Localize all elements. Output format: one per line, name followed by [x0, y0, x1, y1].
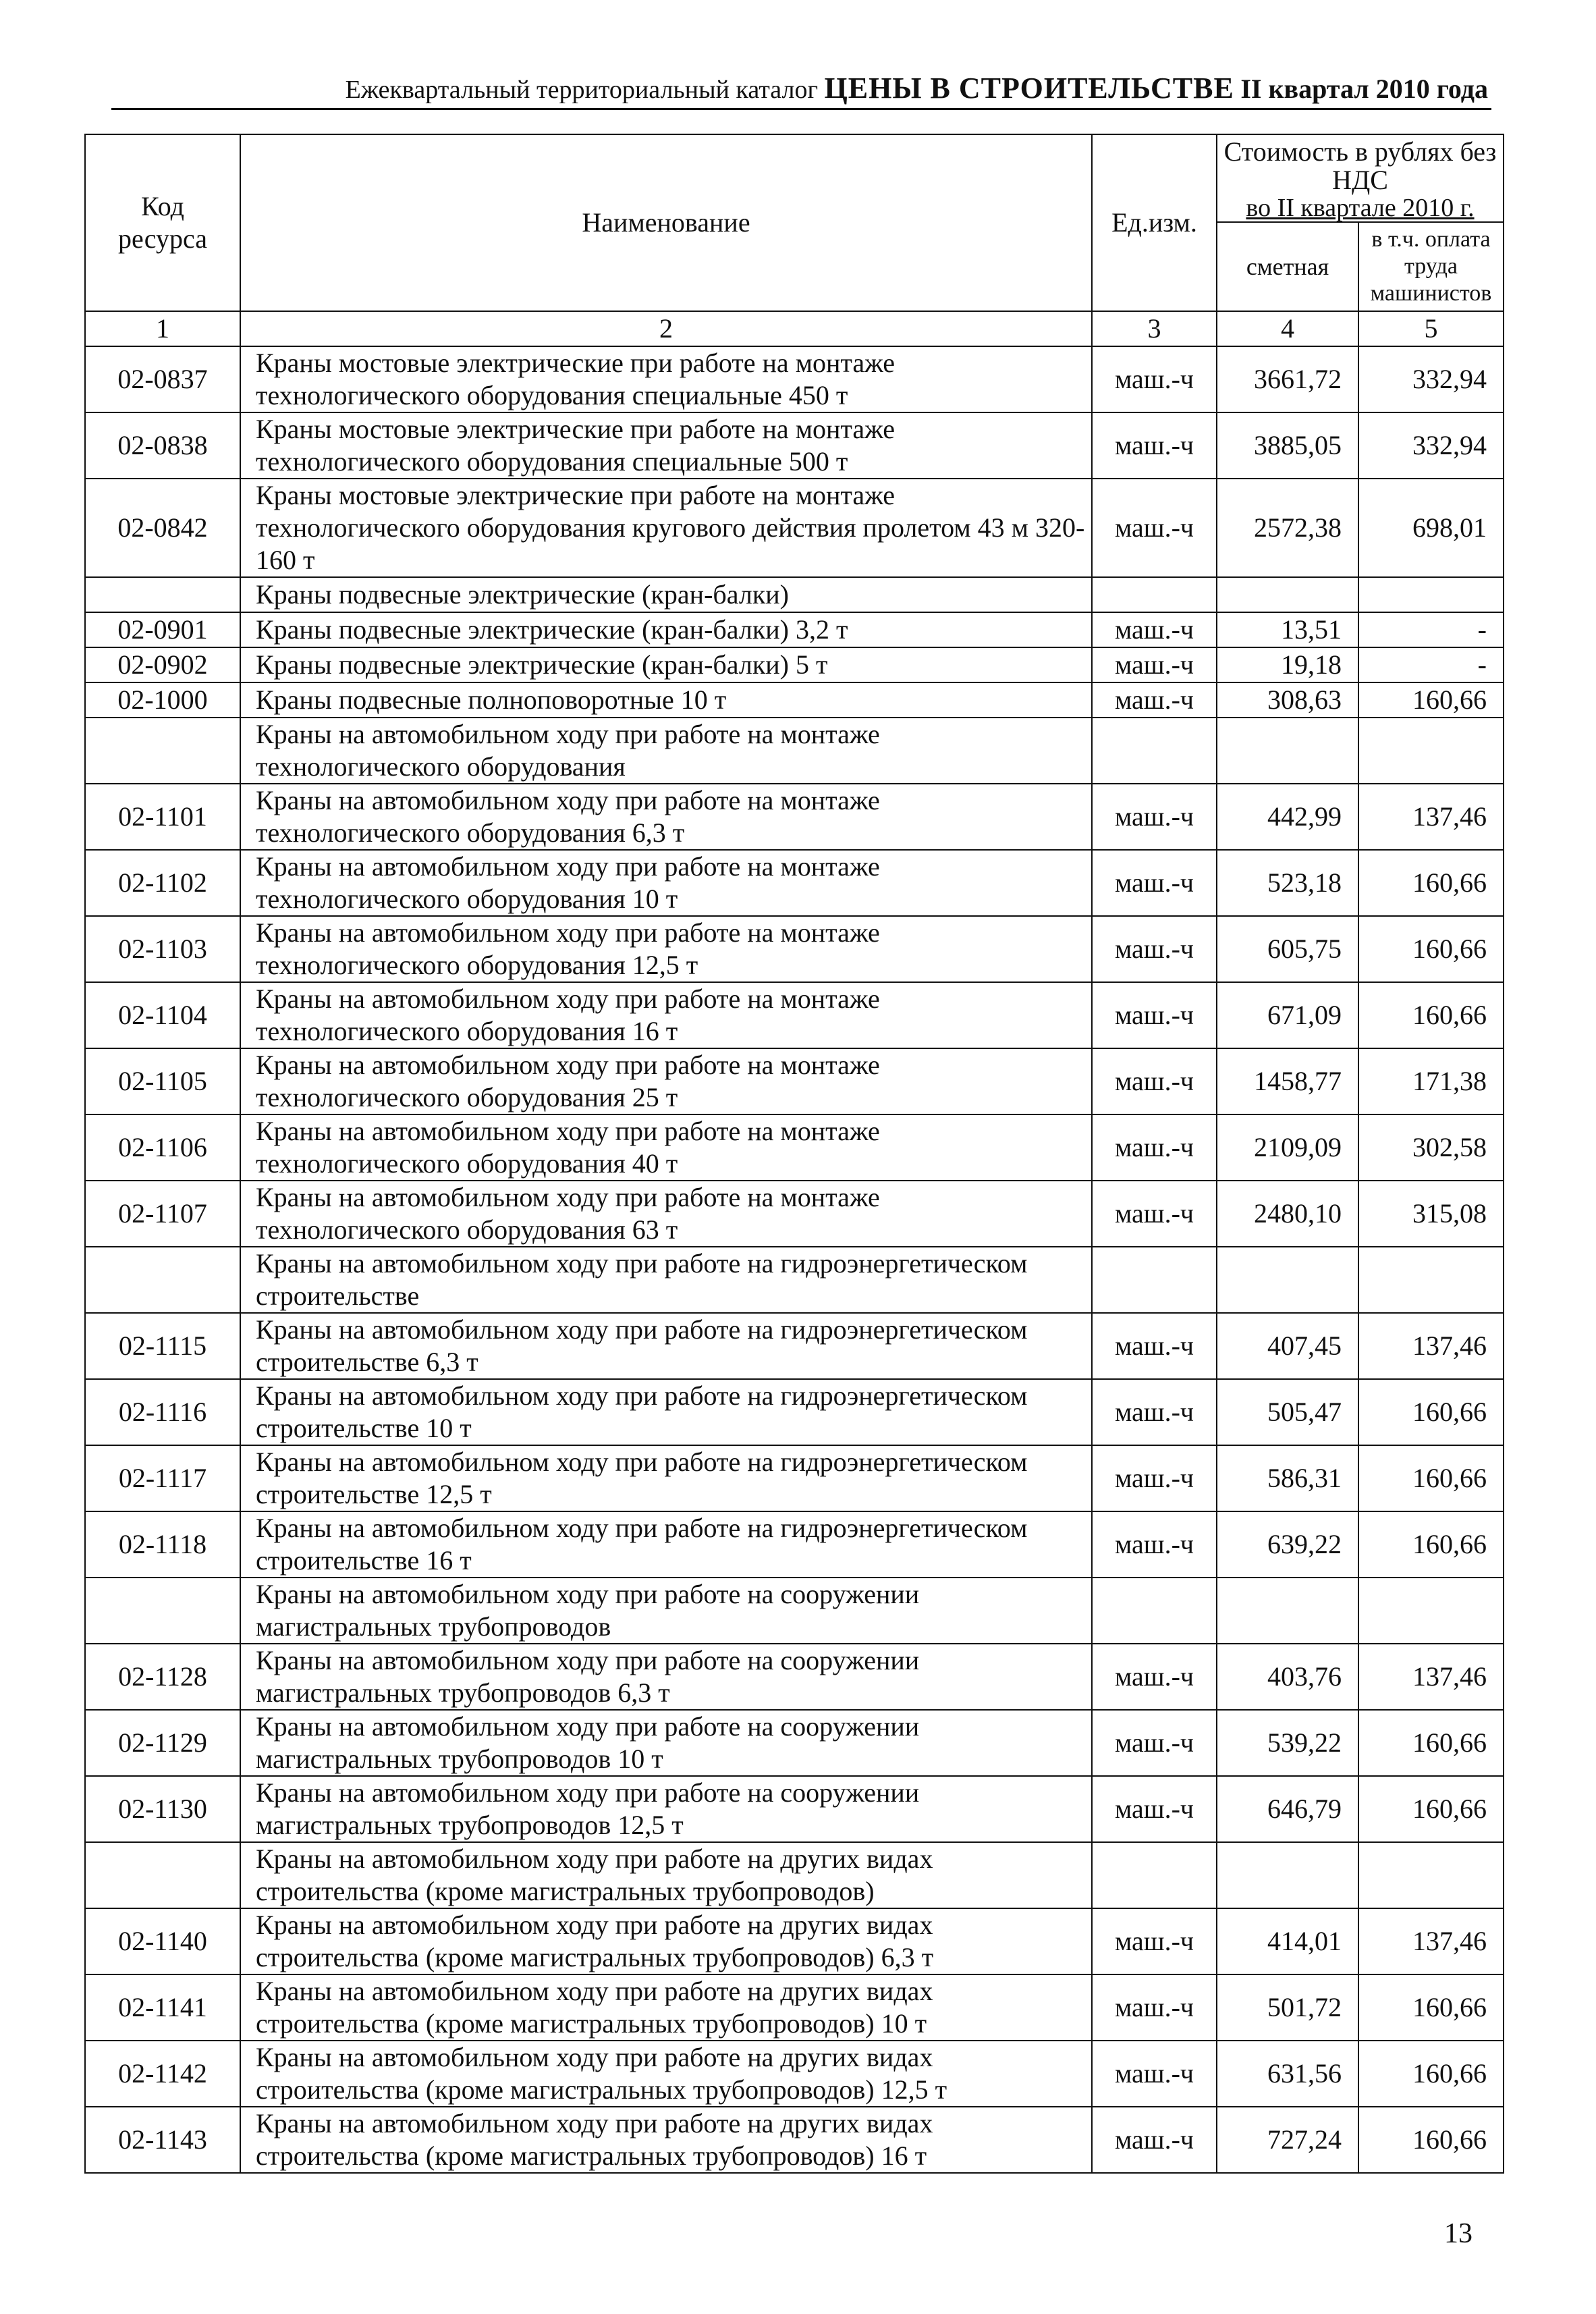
resource-code: 02-1116 [85, 1379, 240, 1445]
column-number: 4 [1217, 311, 1358, 346]
resource-code: 02-1101 [85, 784, 240, 850]
resource-name: Краны на автомобильном ходу при работе на монтаже технологического оборудования [240, 718, 1092, 784]
operator-wage: 137,46 [1358, 1644, 1504, 1710]
operator-wage: 315,08 [1358, 1181, 1504, 1247]
table-row [85, 346, 1504, 412]
resource-name: Краны подвесные полноповоротные 10 т [240, 682, 1092, 718]
resource-code: 02-1117 [85, 1445, 240, 1511]
operator-wage: 137,46 [1358, 1313, 1504, 1379]
unit-of-measure: маш.-ч [1092, 412, 1217, 479]
header-unit: Ед.изм. [1092, 134, 1217, 311]
estimated-cost [1217, 1247, 1358, 1313]
resource-name: Краны на автомобильном ходу при работе на монтаже технологического оборудования 16 т [240, 982, 1092, 1048]
header-code: Код ресурса [85, 134, 240, 311]
table-row [85, 850, 1504, 916]
header-cost-group [1217, 134, 1504, 194]
header-cost-title: Стоимость в рублях без НДС [1223, 136, 1497, 195]
unit-of-measure: маш.-ч [1092, 1048, 1217, 1114]
unit-of-measure: маш.-ч [1092, 1974, 1217, 2041]
table-row [85, 1644, 1504, 1710]
resource-name: Краны на автомобильном ходу при работе на монтаже технологического оборудования 10 т [240, 850, 1092, 916]
unit-of-measure: маш.-ч [1092, 916, 1217, 982]
group-header-row [85, 718, 1504, 784]
resource-code: 02-1106 [85, 1114, 240, 1181]
operator-wage [1358, 1578, 1504, 1644]
resource-name: Краны на автомобильном ходу при работе на других видах строительства (кроме магистральных трубопроводов) 6,3 т [240, 1908, 1092, 1974]
estimated-cost: 2572,38 [1217, 479, 1358, 577]
group-header-row [85, 1247, 1504, 1313]
table-row [85, 1776, 1504, 1842]
table-row [85, 916, 1504, 982]
table-row [85, 412, 1504, 479]
unit-of-measure: маш.-ч [1092, 1379, 1217, 1445]
resource-code: 02-1115 [85, 1313, 240, 1379]
resource-code: 02-0901 [85, 612, 240, 647]
resource-code: 02-1142 [85, 2041, 240, 2107]
resource-name: Краны подвесные электрические (кран-балки) 3,2 т [240, 612, 1092, 647]
estimated-cost: 442,99 [1217, 784, 1358, 850]
operator-wage: 160,66 [1358, 2107, 1504, 2173]
estimated-cost [1217, 1578, 1358, 1644]
operator-wage: 137,46 [1358, 1908, 1504, 1974]
table-row [85, 1114, 1504, 1181]
operator-wage: 332,94 [1358, 346, 1504, 412]
table-row [85, 612, 1504, 647]
resource-name: Краны на автомобильном ходу при работе на монтаже технологического оборудования 25 т [240, 1048, 1092, 1114]
resource-code: 02-1103 [85, 916, 240, 982]
table-row [85, 2107, 1504, 2173]
table-row [85, 982, 1504, 1048]
estimated-cost: 631,56 [1217, 2041, 1358, 2107]
estimated-cost: 505,47 [1217, 1379, 1358, 1445]
catalog-period: II квартал 2010 года [1240, 74, 1488, 104]
operator-wage: 302,58 [1358, 1114, 1504, 1181]
resource-name: Краны на автомобильном ходу при работе на гидроэнергетическом строительстве 12,5 т [240, 1445, 1092, 1511]
resource-code: 02-1104 [85, 982, 240, 1048]
resource-code: 02-1107 [85, 1181, 240, 1247]
estimated-cost: 407,45 [1217, 1313, 1358, 1379]
running-header [0, 71, 1488, 105]
unit-of-measure: маш.-ч [1092, 1181, 1217, 1247]
resource-name: Краны на автомобильном ходу при работе на других видах строительства (кроме магистральных трубопроводов) 12,5 т [240, 2041, 1092, 2107]
unit-of-measure: маш.-ч [1092, 1511, 1217, 1578]
unit-of-measure: маш.-ч [1092, 2041, 1217, 2107]
resource-name: Краны на автомобильном ходу при работе на монтаже технологического оборудования 63 т [240, 1181, 1092, 1247]
header-wage: в т.ч. оплата труда машинистов [1358, 222, 1504, 311]
resource-name: Краны на автомобильном ходу при работе на гидроэнергетическом строительстве 10 т [240, 1379, 1092, 1445]
column-number: 1 [85, 311, 240, 346]
estimated-cost: 19,18 [1217, 647, 1358, 682]
resource-code: 02-0902 [85, 647, 240, 682]
table-row [85, 1908, 1504, 1974]
table-row [85, 1511, 1504, 1578]
operator-wage: 171,38 [1358, 1048, 1504, 1114]
resource-name: Краны на автомобильном ходу при работе на сооружении магистральных трубопроводов 12,5 т [240, 1776, 1092, 1842]
resource-code: 02-1141 [85, 1974, 240, 2041]
operator-wage: 160,66 [1358, 1445, 1504, 1511]
resource-code: 02-1128 [85, 1644, 240, 1710]
unit-of-measure: маш.-ч [1092, 982, 1217, 1048]
unit-of-measure: маш.-ч [1092, 850, 1217, 916]
table-row [85, 647, 1504, 682]
unit-of-measure [1092, 1842, 1217, 1908]
table-row [85, 1048, 1504, 1114]
resource-name: Краны подвесные электрические (кран-балки) 5 т [240, 647, 1092, 682]
unit-of-measure: маш.-ч [1092, 1776, 1217, 1842]
table-row [85, 682, 1504, 718]
estimated-cost: 3885,05 [1217, 412, 1358, 479]
estimated-cost [1217, 577, 1358, 612]
estimated-cost [1217, 718, 1358, 784]
price-table [84, 134, 1504, 2174]
resource-name: Краны на автомобильном ходу при работе на монтаже технологического оборудования 40 т [240, 1114, 1092, 1181]
column-number: 2 [240, 311, 1092, 346]
operator-wage: 160,66 [1358, 1974, 1504, 2041]
estimated-cost: 13,51 [1217, 612, 1358, 647]
operator-wage: 160,66 [1358, 1710, 1504, 1776]
resource-code: 02-0842 [85, 479, 240, 577]
estimated-cost: 539,22 [1217, 1710, 1358, 1776]
header-name: Наименование [240, 134, 1092, 311]
catalog-name: Ежеквартальный территориальный каталог [345, 76, 819, 104]
resource-code: 02-1000 [85, 682, 240, 718]
resource-name: Краны мостовые электрические при работе на монтаже технологического оборудования специальные 450 т [240, 346, 1092, 412]
unit-of-measure: маш.-ч [1092, 647, 1217, 682]
operator-wage: - [1358, 612, 1504, 647]
unit-of-measure: маш.-ч [1092, 612, 1217, 647]
operator-wage: 160,66 [1358, 682, 1504, 718]
unit-of-measure: маш.-ч [1092, 479, 1217, 577]
unit-of-measure [1092, 577, 1217, 612]
unit-of-measure: маш.-ч [1092, 1445, 1217, 1511]
estimated-cost: 2109,09 [1217, 1114, 1358, 1181]
page-number: 13 [1444, 2218, 1473, 2249]
resource-code [85, 718, 240, 784]
operator-wage: 137,46 [1358, 784, 1504, 850]
resource-name: Краны на автомобильном ходу при работе на сооружении магистральных трубопроводов 6,3 т [240, 1644, 1092, 1710]
column-number: 3 [1092, 311, 1217, 346]
table-row [85, 479, 1504, 577]
header-cost-period: во II квартале 2010 г. [1217, 194, 1504, 222]
estimated-cost: 1458,77 [1217, 1048, 1358, 1114]
resource-code: 02-1105 [85, 1048, 240, 1114]
estimated-cost [1217, 1842, 1358, 1908]
estimated-cost: 671,09 [1217, 982, 1358, 1048]
operator-wage: 160,66 [1358, 850, 1504, 916]
resource-name: Краны на автомобильном ходу при работе на сооружении магистральных трубопроводов [240, 1578, 1092, 1644]
resource-code [85, 1247, 240, 1313]
operator-wage [1358, 1247, 1504, 1313]
resource-code: 02-1143 [85, 2107, 240, 2173]
resource-code: 02-1130 [85, 1776, 240, 1842]
operator-wage: 160,66 [1358, 916, 1504, 982]
table-row [85, 2041, 1504, 2107]
resource-name: Краны на автомобильном ходу при работе на гидроэнергетическом строительстве 6,3 т [240, 1313, 1092, 1379]
unit-of-measure: маш.-ч [1092, 346, 1217, 412]
header-rule [111, 108, 1491, 110]
unit-of-measure: маш.-ч [1092, 1313, 1217, 1379]
estimated-cost: 639,22 [1217, 1511, 1358, 1578]
operator-wage: - [1358, 647, 1504, 682]
resource-name: Краны на автомобильном ходу при работе на монтаже технологического оборудования 6,3 т [240, 784, 1092, 850]
header-estimated: сметная [1217, 222, 1358, 311]
estimated-cost: 586,31 [1217, 1445, 1358, 1511]
unit-of-measure: маш.-ч [1092, 784, 1217, 850]
unit-of-measure [1092, 1578, 1217, 1644]
column-number: 5 [1358, 311, 1504, 346]
estimated-cost: 414,01 [1217, 1908, 1358, 1974]
estimated-cost: 3661,72 [1217, 346, 1358, 412]
operator-wage: 160,66 [1358, 2041, 1504, 2107]
estimated-cost: 605,75 [1217, 916, 1358, 982]
resource-code: 02-1102 [85, 850, 240, 916]
unit-of-measure: маш.-ч [1092, 1908, 1217, 1974]
operator-wage: 698,01 [1358, 479, 1504, 577]
resource-code: 02-1129 [85, 1710, 240, 1776]
unit-of-measure: маш.-ч [1092, 1644, 1217, 1710]
resource-code: 02-0837 [85, 346, 240, 412]
table-row [85, 1710, 1504, 1776]
operator-wage [1358, 577, 1504, 612]
resource-code [85, 1842, 240, 1908]
unit-of-measure: маш.-ч [1092, 2107, 1217, 2173]
unit-of-measure: маш.-ч [1092, 1710, 1217, 1776]
resource-name: Краны на автомобильном ходу при работе на других видах строительства (кроме магистральных трубопроводов) [240, 1842, 1092, 1908]
estimated-cost: 403,76 [1217, 1644, 1358, 1710]
table-row [85, 1445, 1504, 1511]
table-row [85, 1974, 1504, 2041]
estimated-cost: 523,18 [1217, 850, 1358, 916]
unit-of-measure: маш.-ч [1092, 682, 1217, 718]
group-header-row [85, 577, 1504, 612]
group-header-row [85, 1578, 1504, 1644]
resource-name: Краны на автомобильном ходу при работе на монтаже технологического оборудования 12,5 т [240, 916, 1092, 982]
resource-name: Краны на автомобильном ходу при работе на других видах строительства (кроме магистральных трубопроводов) 10 т [240, 1974, 1092, 2041]
operator-wage: 160,66 [1358, 1776, 1504, 1842]
table-row [85, 1379, 1504, 1445]
operator-wage [1358, 1842, 1504, 1908]
estimated-cost: 501,72 [1217, 1974, 1358, 2041]
operator-wage: 160,66 [1358, 1379, 1504, 1445]
estimated-cost: 727,24 [1217, 2107, 1358, 2173]
resource-name: Краны подвесные электрические (кран-балки) [240, 577, 1092, 612]
catalog-title: ЦЕНЫ В СТРОИТЕЛЬСТВЕ [824, 72, 1234, 105]
unit-of-measure: маш.-ч [1092, 1114, 1217, 1181]
resource-code: 02-1118 [85, 1511, 240, 1578]
unit-of-measure [1092, 718, 1217, 784]
table-row [85, 1181, 1504, 1247]
operator-wage [1358, 718, 1504, 784]
resource-code [85, 1578, 240, 1644]
resource-name: Краны на автомобильном ходу при работе на гидроэнергетическом строительстве [240, 1247, 1092, 1313]
resource-code: 02-1140 [85, 1908, 240, 1974]
resource-name: Краны мостовые электрические при работе на монтаже технологического оборудования кругового действия пролетом 43 м 320-160 т [240, 479, 1092, 577]
table-row [85, 1313, 1504, 1379]
resource-code [85, 577, 240, 612]
unit-of-measure [1092, 1247, 1217, 1313]
estimated-cost: 308,63 [1217, 682, 1358, 718]
resource-name: Краны на автомобильном ходу при работе на сооружении магистральных трубопроводов 10 т [240, 1710, 1092, 1776]
resource-code: 02-0838 [85, 412, 240, 479]
table-row [85, 784, 1504, 850]
resource-name: Краны на автомобильном ходу при работе на других видах строительства (кроме магистральных трубопроводов) 16 т [240, 2107, 1092, 2173]
operator-wage: 160,66 [1358, 982, 1504, 1048]
resource-name: Краны мостовые электрические при работе на монтаже технологического оборудования специальные 500 т [240, 412, 1092, 479]
operator-wage: 160,66 [1358, 1511, 1504, 1578]
resource-name: Краны на автомобильном ходу при работе на гидроэнергетическом строительстве 16 т [240, 1511, 1092, 1578]
operator-wage: 332,94 [1358, 412, 1504, 479]
group-header-row [85, 1842, 1504, 1908]
column-number-row [85, 311, 1504, 346]
estimated-cost: 2480,10 [1217, 1181, 1358, 1247]
estimated-cost: 646,79 [1217, 1776, 1358, 1842]
